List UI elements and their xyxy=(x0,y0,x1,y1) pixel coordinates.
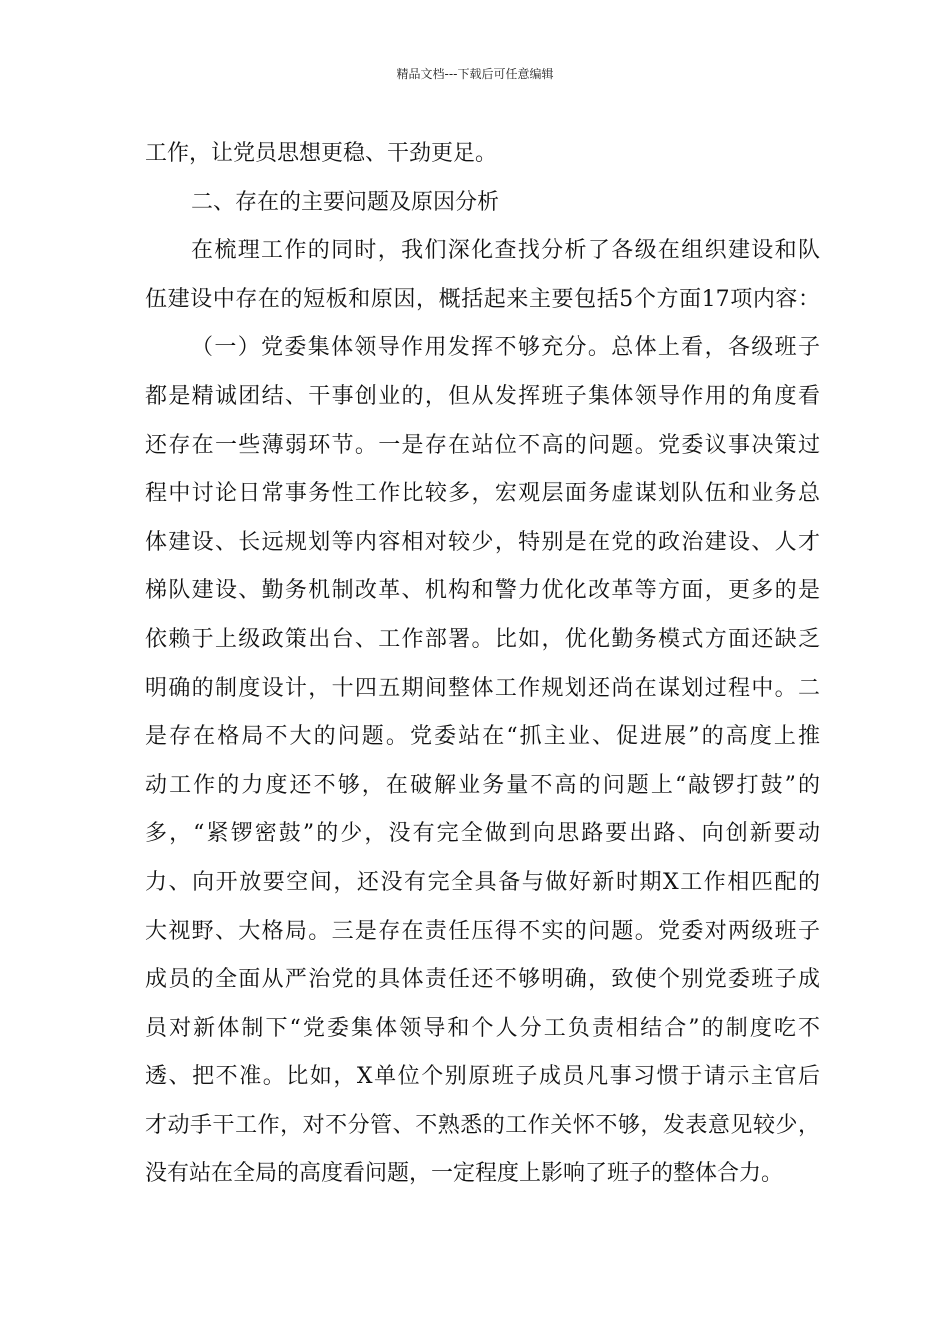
text-line: 力、向开放要空间，还没有完全具备与做好新时期X工作相匹配的 xyxy=(145,869,820,895)
text-line: 明确的制度设计，十四五期间整体工作规划还尚在谋划过程中。二 xyxy=(145,675,820,701)
text-line: 还存在一些薄弱环节。一是存在站位不高的问题。党委议事决策过 xyxy=(145,432,820,458)
text-line: 是存在格局不大的问题。党委站在“抓主业、促进展”的高度上推 xyxy=(145,724,820,750)
text-line: 依赖于上级政策出台、工作部署。比如，优化勤务模式方面还缺乏 xyxy=(145,626,820,652)
text-line: 体建设、长远规划等内容相对较少，特别是在党的政治建设、人才 xyxy=(145,529,820,555)
text-line: 在梳理工作的同时，我们深化查找分析了各级在组织建设和队 xyxy=(191,238,820,264)
text-line: 才动手干工作，对不分管、不熟悉的工作关怀不够，发表意见较少， xyxy=(145,1112,820,1138)
text-line: 没有站在全局的高度看问题，一定程度上影响了班子的整体合力。 xyxy=(145,1161,784,1187)
text-line: 程中讨论日常事务性工作比较多，宏观层面务虚谋划队伍和业务总 xyxy=(145,481,820,507)
document-body xyxy=(145,130,820,1199)
text-line: 员对新体制下“党委集体领导和个人分工负责相结合”的制度吃不 xyxy=(145,1015,820,1041)
text-line: 二、存在的主要问题及原因分析 xyxy=(191,189,500,215)
text-line: （一）党委集体领导作用发挥不够充分。总体上看，各级班子 xyxy=(191,335,820,361)
page-header: 精品文档---下载后可任意编辑 xyxy=(396,67,554,81)
text-line: 多，“紧锣密鼓”的少，没有完全做到向思路要出路、向创新要动 xyxy=(145,821,820,847)
text-line: 都是精诚团结、干事创业的，但从发挥班子集体领导作用的角度看 xyxy=(145,383,820,409)
text-line: 成员的全面从严治党的具体责任还不够明确，致使个别党委班子成 xyxy=(145,967,820,993)
text-line: 大视野、大格局。三是存在责任压得不实的问题。党委对两级班子 xyxy=(145,918,820,944)
text-line: 动工作的力度还不够，在破解业务量不高的问题上“敲锣打鼓”的 xyxy=(145,772,820,798)
text-line: 透、把不准。比如，X单位个别原班子成员凡事习惯于请示主官后 xyxy=(145,1064,820,1090)
text-line: 梯队建设、勤务机制改革、机构和警力优化改革等方面，更多的是 xyxy=(145,578,820,604)
text-line: 工作，让党员思想更稳、干劲更足。 xyxy=(145,141,498,166)
text-line: 伍建设中存在的短板和原因，概括起来主要包括5个方面17项内容： xyxy=(145,286,820,312)
